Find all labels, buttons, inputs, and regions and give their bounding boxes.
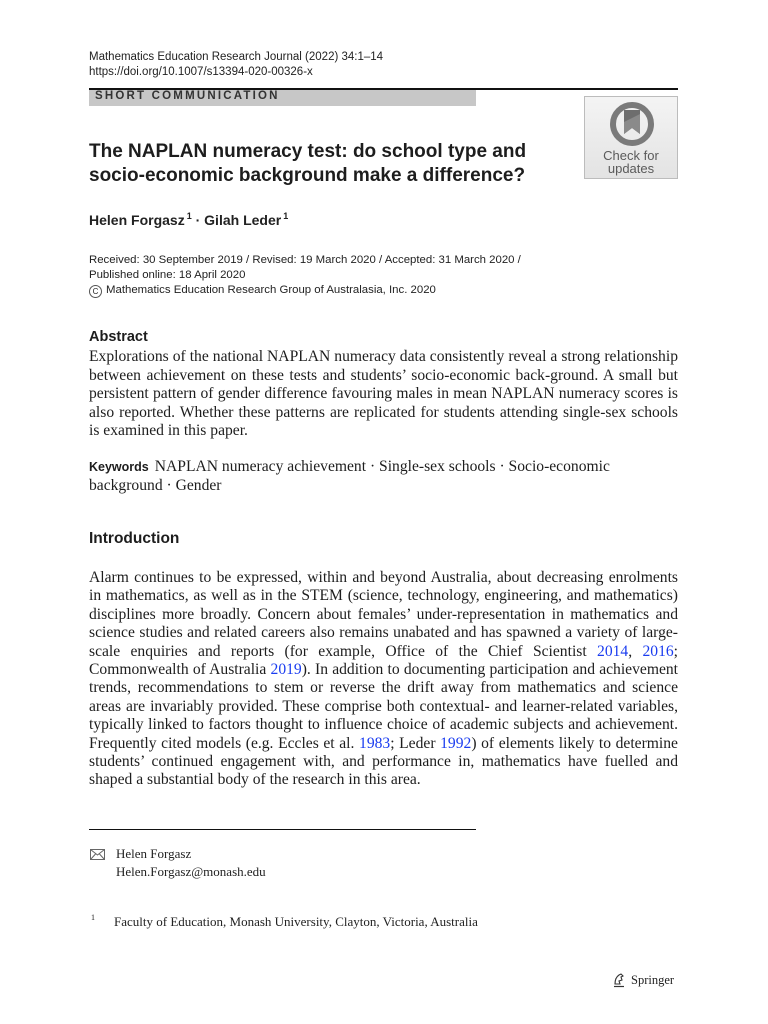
citation-link[interactable]: 2014: [597, 642, 629, 660]
abstract-text: Explorations of the national NAPLAN numeracy data consistently reveal a strong relationship between achievement on these tests and students’ socio-economic back-ground. A small but persistent pattern of gender difference favouring males in mean NAPLAN numeracy scores is also reported. Whether these patterns are replicated for students attending single-sex schools is examined in this paper.: [89, 348, 678, 440]
author-name[interactable]: Helen Forgasz: [89, 212, 185, 228]
envelope-icon: [90, 849, 105, 860]
publisher-logo: [611, 972, 674, 988]
contact-email[interactable]: Helen.Forgasz@monash.edu: [116, 864, 266, 879]
journal-header: [89, 50, 383, 80]
copyright-line: [89, 283, 559, 298]
doi-link[interactable]: https://doi.org/10.1007/s13394-020-00326-x: [89, 66, 313, 78]
introduction-heading: Introduction: [89, 530, 180, 547]
intro-text-segment: ). In addition to documenting participation and achievement trends, recommendations to stem or reverse the drift away from mathematics and science areas are invariably provided. These comprise both contextual- and learner-related variables, typically linked to factors thought to influence choice of academic subjects and achievement. Frequently cited models (e.g. Eccles et al.: [89, 661, 678, 752]
bookmark-circle-icon: [610, 102, 654, 146]
section-label: SHORT COMMUNICATION: [95, 90, 280, 102]
citation-link[interactable]: 2019: [270, 661, 302, 679]
keywords-text: NAPLAN numeracy achievement · Single-sex schools · Socio-economic background · Gender: [89, 458, 610, 494]
author-separator: ·: [195, 212, 201, 228]
intro-text-segment: ; Leder: [390, 734, 441, 752]
journal-citation: Mathematics Education Research Journal (2022) 34:1–14: [89, 51, 384, 63]
copyright-text: Mathematics Education Research Group of Australasia, Inc. 2020: [106, 284, 436, 296]
dates-line-2: Published online: 18 April 2020: [89, 269, 246, 281]
intro-text-segment: ) of elements likely to determine students’ continued engagement with, and performance in, mathematics have fuelled and shaped a substantial body of the research in this area.: [89, 734, 678, 789]
copyright-icon: C: [89, 285, 102, 298]
intro-text-segment: ,: [628, 642, 643, 660]
affiliation-mark: 1: [283, 211, 289, 221]
keywords-label: Keywords: [89, 460, 149, 474]
springer-horse-icon: [611, 972, 627, 988]
intro-text-segment: Alarm continues to be expressed, within and beyond Australia, about decreasing enrolments in mathematics, as well as in the STEM (science, technology, engineering, and mathematics) disciplines more broadly. Concern about females’ under-representation in mathematics and science studies and related careers also remains unabated and has spawned a variety of large-scale enquiries and reports (for example, Office of the Chief Scientist: [89, 569, 678, 660]
author-name[interactable]: Gilah Leder: [204, 212, 282, 228]
contact-name: Helen Forgasz: [116, 846, 192, 861]
footnote-rule: [89, 829, 476, 830]
citation-link[interactable]: 1992: [440, 734, 472, 752]
badge-line-1: Check for: [603, 148, 659, 163]
dates-line-1: Received: 30 September 2019 / Revised: 19 March 2020 / Accepted: 31 March 2020 /: [89, 254, 521, 266]
author-list: [89, 211, 288, 228]
publisher-name: Springer: [631, 972, 675, 987]
article-title: The NAPLAN numeracy test: do school type and socio-economic background make a difference?: [89, 141, 527, 186]
badge-line-2: updates: [607, 161, 655, 176]
corresponding-author: [116, 845, 266, 881]
citation-link[interactable]: 1983: [359, 734, 391, 752]
introduction-text: [89, 569, 678, 790]
affiliation-text: Faculty of Education, Monash University, Clayton, Victoria, Australia: [114, 914, 478, 929]
intro-text-segment: ; Commonwealth of Australia: [89, 642, 678, 679]
abstract-heading: Abstract: [89, 329, 148, 345]
affiliation-mark: 1: [186, 211, 192, 221]
header-rule: [476, 88, 678, 90]
keywords: [89, 458, 678, 495]
citation-link[interactable]: 2016: [642, 642, 674, 660]
publication-dates: [89, 253, 559, 298]
affiliation-number: 1: [91, 913, 95, 922]
check-for-updates-badge[interactable]: [584, 96, 678, 179]
